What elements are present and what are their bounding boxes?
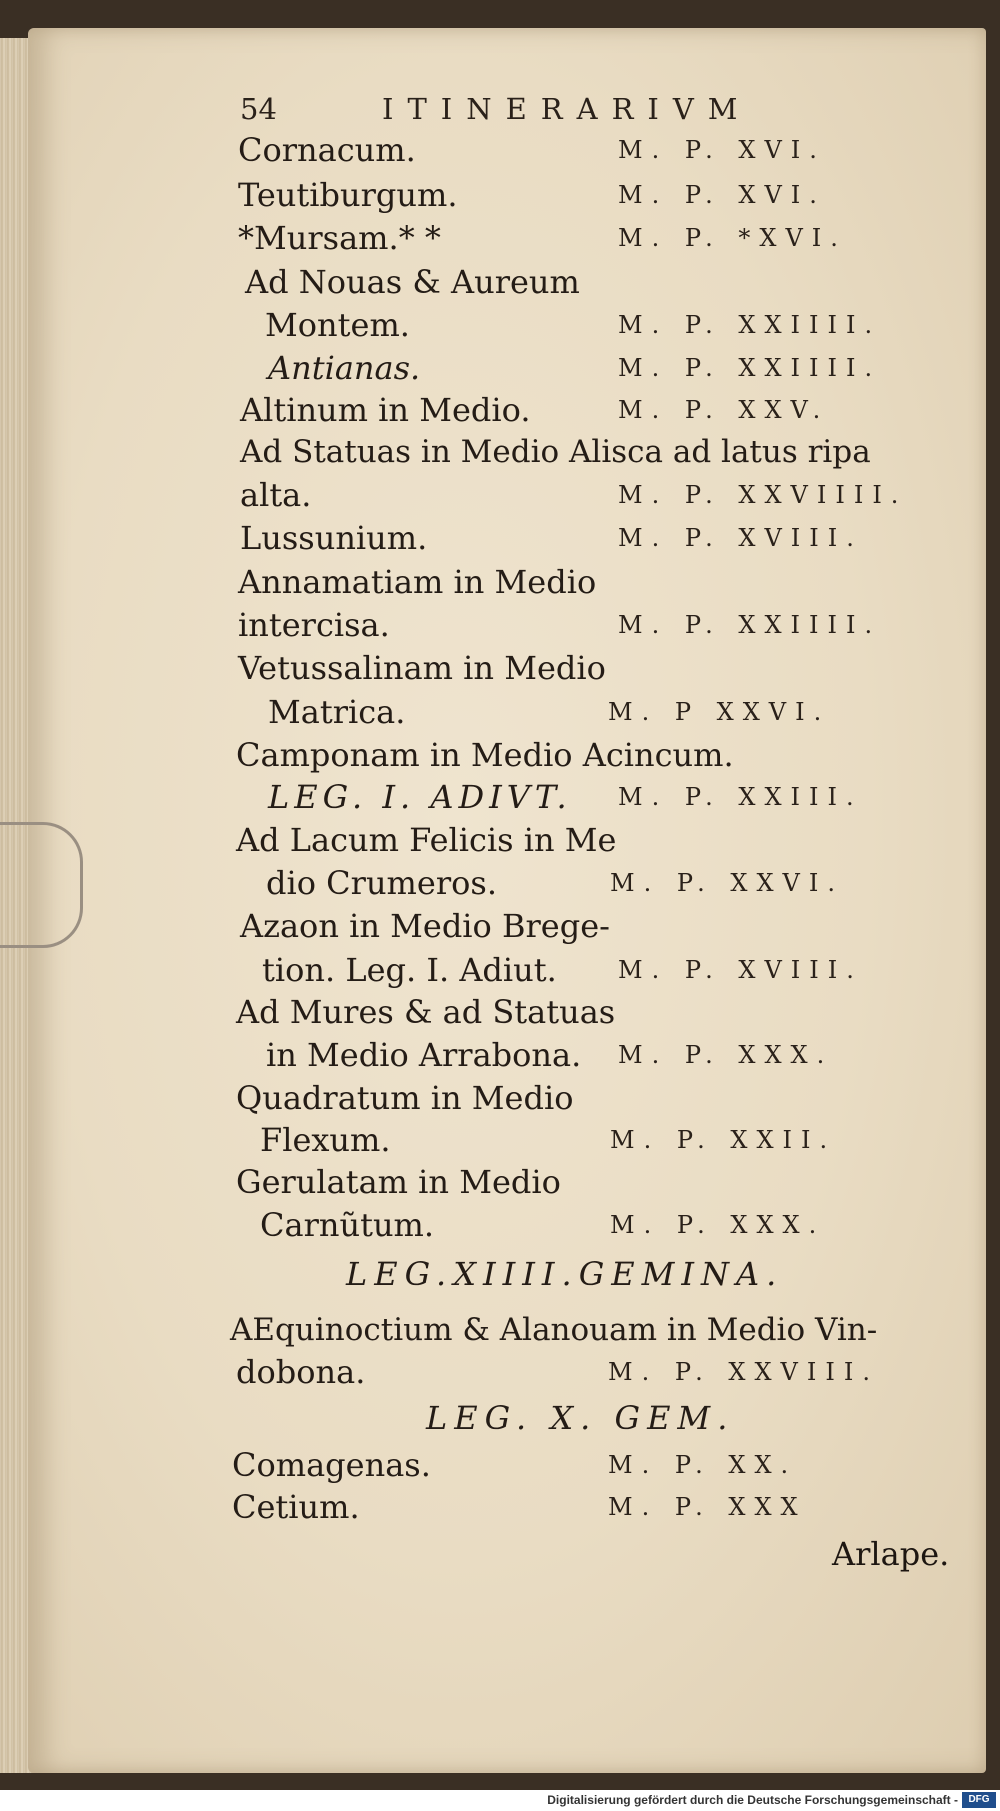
entry-distance: M. P. XVI. [618, 136, 826, 164]
entry-distance: M. P. XXIIII. [618, 311, 882, 339]
entry-place: Vetussalinam in Medio [238, 649, 606, 687]
entry-distance: M. P. XXX [608, 1493, 807, 1521]
entry-place: Lussunium. [240, 519, 428, 557]
entry-place: Montem. [265, 306, 410, 344]
entry-place: dio Crumeros. [266, 864, 497, 902]
entry-place: intercisa. [238, 606, 390, 644]
entry-place: Ad Statuas in Medio Alisca ad latus ripa [240, 434, 871, 470]
entry-place: AEquinoctium & Alanouam in Medio Vin- [230, 1312, 878, 1348]
entry-place: Cornacum. [238, 131, 416, 169]
entry-distance: M. P. XXX. [618, 1041, 834, 1069]
entry-place: Gerulatam in Medio [236, 1163, 561, 1201]
entry-place: Altinum in Medio. [240, 391, 531, 429]
entry-place: Antianas. [268, 349, 421, 387]
entry-place: in Medio Arrabona. [266, 1036, 582, 1074]
entry-place: dobona. [236, 1353, 366, 1391]
entry-distance: M. P. XXII. [610, 1126, 837, 1154]
entry-distance: M. P. XXIII. [618, 783, 863, 811]
legion-heading: LEG.XIIII.GEMINA. [346, 1255, 784, 1293]
entry-place: Cetium. [232, 1488, 360, 1526]
entry-distance: M. P. XXVI. [610, 869, 844, 897]
entry-distance: M. P XXVI. [608, 698, 831, 726]
entry-place: Ad Nouas & Aureum [245, 263, 580, 301]
entry-place: Azaon in Medio Brege- [240, 907, 610, 945]
entry-place: Carnũtum. [260, 1206, 435, 1244]
entry-place: Comagenas. [232, 1446, 431, 1484]
entry-place: Flexum. [260, 1121, 391, 1159]
page-number: 54 [240, 92, 277, 126]
page-clip [0, 822, 83, 948]
entry-place: Annamatiam in Medio [238, 563, 597, 601]
entry-place: alta. [240, 476, 312, 514]
legion-heading: LEG. X. GEM. [426, 1399, 735, 1437]
entry-place: Quadratum in Medio [236, 1079, 574, 1117]
entry-distance: M. P. XVI. [618, 181, 826, 209]
entry-distance: M. P. XVIII. [618, 956, 863, 984]
entry-place: Matrica. [268, 693, 406, 731]
entry-distance: M. P. XXV. [618, 396, 830, 424]
entry-distance: M. P. XX. [608, 1451, 798, 1479]
entry-distance: M. P. XXX. [610, 1211, 826, 1239]
dfg-logo: DFG [962, 1792, 996, 1808]
entry-place: Teutiburgum. [238, 176, 458, 214]
running-title: ITINERARIVM [382, 92, 752, 126]
entry-distance: M. P. XXIIII. [618, 611, 882, 639]
entry-place: LEG. I. ADIVT. [268, 778, 572, 816]
catchword: Arlape. [832, 1535, 950, 1573]
entry-place: *Mursam.* * [238, 219, 441, 257]
entry-distance: M. P. XXIIII. [618, 354, 882, 382]
digitization-footer [0, 1790, 1000, 1811]
entry-place: Camponam in Medio Acincum. [236, 736, 734, 774]
entry-distance: M. P. XXVIII. [608, 1358, 879, 1386]
footer-credit: Digitalisierung gefördert durch die Deutsche Forschungsgemeinschaft - [547, 1793, 958, 1807]
page-header [232, 92, 832, 132]
entry-place: Ad Lacum Felicis in Me [236, 821, 617, 859]
entry-place: Ad Mures & ad Statuas [236, 993, 616, 1031]
entry-place: tion. Leg. I. Adiut. [262, 951, 557, 989]
entry-distance: M. P. XXVIIII. [618, 481, 908, 509]
entry-distance: M. P. XVIII. [618, 524, 863, 552]
entry-distance: M. P. *XVI. [618, 224, 847, 252]
